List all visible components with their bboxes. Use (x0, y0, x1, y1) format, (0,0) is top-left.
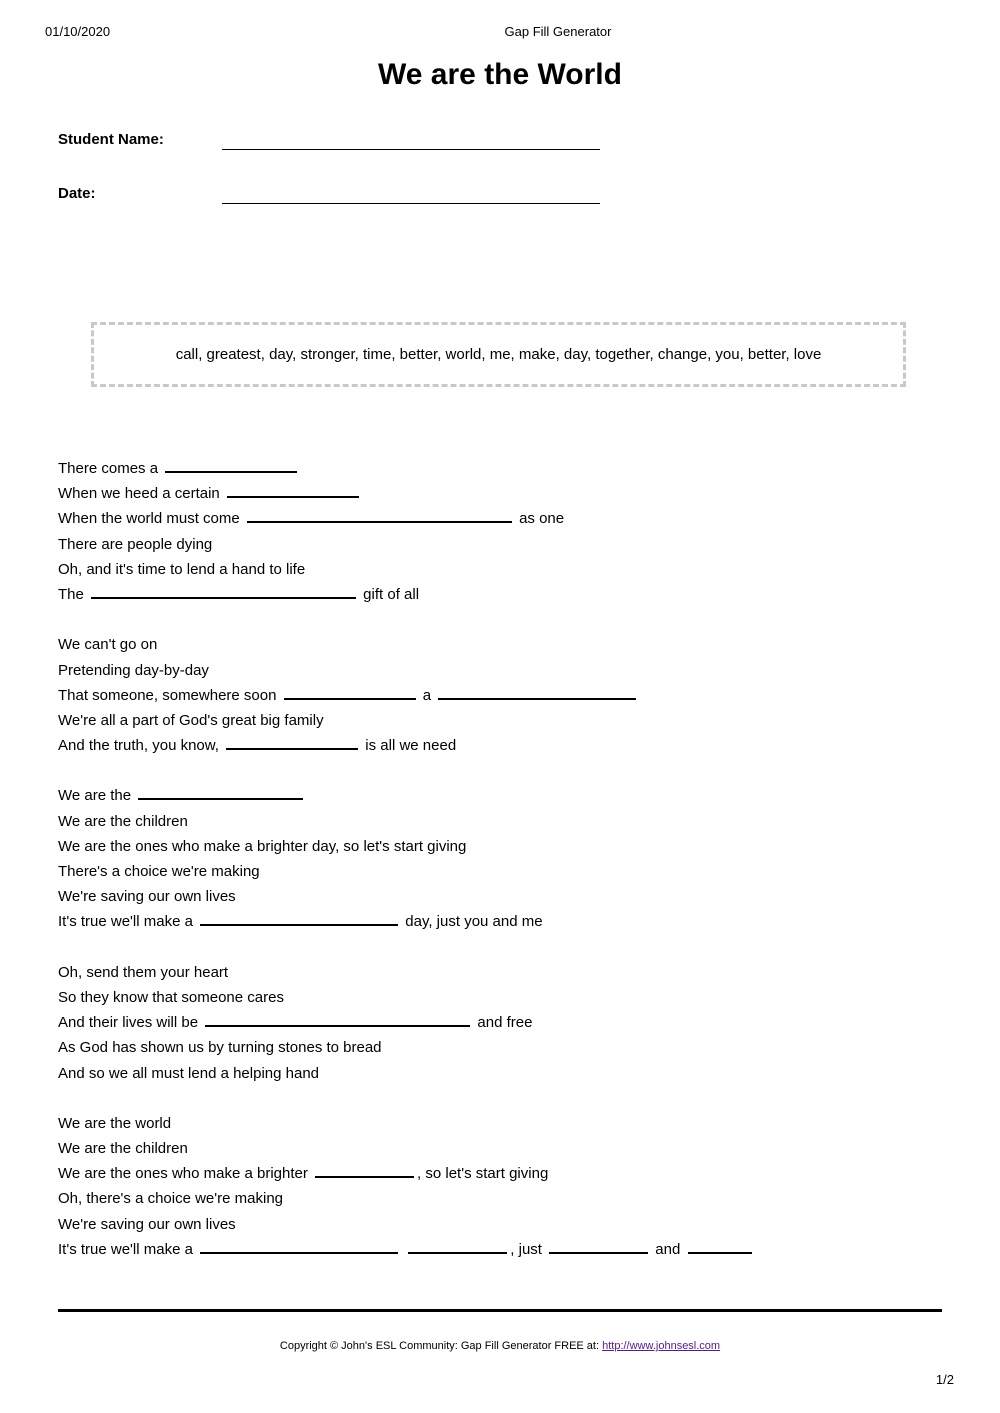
fill-in-blank[interactable] (408, 1238, 507, 1254)
page-number: 1/2 (935, 1372, 954, 1387)
lyric-text: There are people dying (58, 535, 213, 553)
lyric-line (58, 809, 755, 834)
lyric-line (58, 1061, 755, 1086)
fill-in-blank[interactable] (165, 457, 297, 473)
lyric-text: We are the (58, 787, 136, 805)
fill-in-blank[interactable] (226, 734, 358, 750)
lyric-line (58, 683, 755, 708)
copyright-text: Copyright © John's ESL Community: Gap Fill Generator FREE at: (279, 1340, 603, 1352)
lyric-line (58, 985, 755, 1010)
lyric-line (58, 909, 755, 934)
lyric-text: When the world must come (58, 510, 244, 528)
lyric-line (58, 1035, 755, 1060)
lyric-text: We are the world (58, 1114, 172, 1132)
lyric-line (58, 1010, 755, 1035)
lyric-line (58, 481, 755, 506)
student-name-line (222, 149, 600, 150)
lyric-line (58, 960, 755, 985)
page-title: We are the World (378, 58, 622, 91)
lyric-line (58, 1186, 755, 1211)
lyric-line (58, 532, 755, 557)
lyric-text: There's a choice we're making (58, 863, 260, 880)
lyric-line (58, 834, 755, 859)
lyric-text: gift of all (359, 585, 420, 603)
lyric-text: Pretending day-by-day (58, 661, 209, 679)
lyric-text: Oh, send them your heart (58, 963, 229, 981)
lyric-line (58, 1212, 755, 1237)
lyric-text: There comes a (58, 460, 163, 477)
lyric-text: and (651, 1240, 685, 1258)
lyric-text: We're all a part of God's great big family (58, 711, 324, 729)
lyric-line (58, 1136, 755, 1161)
lyric-line (58, 582, 755, 607)
lyric-line (58, 506, 755, 531)
fill-in-blank[interactable] (315, 1162, 414, 1178)
lyric-line (58, 1111, 755, 1136)
student-name-label: Student Name: (58, 131, 164, 148)
footer (0, 1340, 1000, 1352)
lyric-line (58, 1161, 755, 1186)
verse-spacer (58, 607, 755, 632)
fill-in-blank[interactable] (438, 684, 636, 700)
lyric-text (401, 1241, 405, 1258)
verse-spacer (58, 935, 755, 960)
lyric-line (58, 783, 755, 808)
lyric-text: So they know that someone cares (58, 988, 284, 1006)
fill-in-blank[interactable] (200, 1238, 398, 1254)
fill-in-blank[interactable] (138, 784, 303, 800)
fill-in-blank[interactable] (227, 482, 359, 498)
fill-in-blank[interactable] (688, 1238, 752, 1254)
lyric-line (58, 884, 755, 909)
lyric-text: a (418, 686, 436, 704)
lyric-text: The (58, 585, 89, 603)
lyric-line (58, 733, 755, 758)
lyric-line (58, 632, 755, 657)
lyric-text: When we heed a certain (58, 485, 224, 503)
lyric-text: And so we all must lend a helping hand (58, 1064, 320, 1082)
verse-spacer (58, 1086, 755, 1111)
lyric-text: , so let's start giving (417, 1165, 549, 1183)
lyric-text: We're saving our own lives (58, 1215, 236, 1233)
word-bank-text: call, greatest, day, stronger, time, better, world, me, make, day, together, change, you, better, love (175, 346, 822, 363)
lyric-text: We are the ones who make a brighter day, so let's start giving (58, 837, 467, 855)
lyric-text: It's true we'll make a (58, 1240, 198, 1258)
lyric-line (58, 456, 755, 481)
fill-in-blank[interactable] (205, 1011, 470, 1027)
lyric-line (58, 557, 755, 582)
date-line (222, 203, 600, 204)
fill-in-blank[interactable] (549, 1238, 648, 1254)
lyric-text: We are the children (58, 1140, 188, 1158)
date-label: Date: (58, 185, 96, 202)
lyric-line (58, 708, 755, 733)
lyric-text: day, just you and me (401, 913, 543, 931)
fill-in-blank[interactable] (200, 910, 398, 926)
generator-title: Gap Fill Generator (504, 24, 612, 39)
fill-in-blank[interactable] (284, 684, 416, 700)
lyric-text: Oh, and it's time to lend a hand to life (58, 560, 306, 578)
lyric-text: Oh, there's a choice we're making (58, 1190, 283, 1208)
lyric-text: We are the children (58, 812, 188, 830)
word-bank (91, 322, 906, 387)
lyric-text: We are the ones who make a brighter (58, 1165, 313, 1183)
lyric-text: and free (473, 1014, 533, 1032)
lyric-text: It's true we'll make a (58, 913, 198, 931)
lyrics (58, 456, 755, 1262)
lyric-text: And the truth, you know, (58, 737, 224, 755)
footer-divider (58, 1309, 942, 1312)
lyric-text: We're saving our own lives (58, 888, 236, 906)
fill-in-blank[interactable] (247, 507, 512, 523)
lyric-text: , just (510, 1240, 547, 1258)
print-date: 01/10/2020 (45, 24, 111, 39)
footer-link[interactable]: http://www.johnsesl.com (602, 1340, 721, 1352)
lyric-line (58, 859, 755, 884)
fill-in-blank[interactable] (91, 583, 356, 599)
lyric-text: As God has shown us by turning stones to bread (58, 1039, 382, 1057)
lyric-line (58, 1237, 755, 1262)
lyric-text: as one (514, 510, 565, 528)
lyric-text: That someone, somewhere soon (58, 686, 281, 704)
lyric-line (58, 658, 755, 683)
verse-spacer (58, 758, 755, 783)
lyric-text: And their lives will be (58, 1014, 203, 1032)
lyric-text: We can't go on (58, 636, 158, 654)
lyric-text: is all we need (361, 737, 457, 755)
